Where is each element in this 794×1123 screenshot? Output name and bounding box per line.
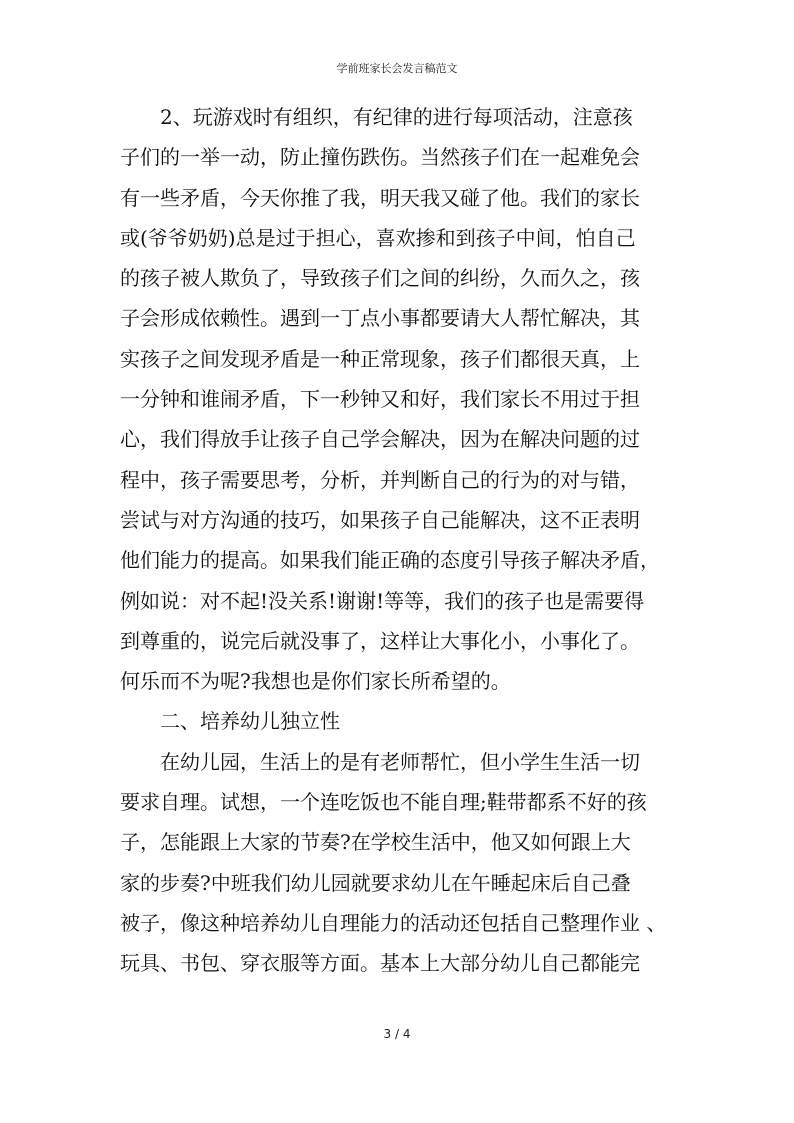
text-line: 或(爷爷奶奶)总是过于担心，喜欢掺和到孩子中间，怕自己 — [120, 225, 636, 250]
text-line: 程中，孩子需要思考，分析，并判断自己的行为的对与错， — [120, 467, 640, 492]
text-line: 子们的一举一动，防止撞伤跌伤。当然孩子们在一起难免会 — [120, 145, 640, 170]
text-line: 2、玩游戏时有组织，有纪律的进行每项活动，注意孩 — [160, 105, 633, 129]
page-number: 3 / 4 — [383, 1027, 411, 1041]
text-line: 家的步奏?中班我们幼儿园就要求幼儿在午睡起床后自己叠 — [120, 870, 631, 895]
text-line: 的孩子被人欺负了，导致孩子们之间的纠纷，久而久之，孩 — [120, 266, 640, 291]
page-header-title: 学前班家长会发言稿范文 — [336, 62, 458, 75]
section-heading: 二、培养幼儿独立性 — [160, 709, 340, 734]
text-line: 例如说：对不起!没关系!谢谢!等等，我们的孩子也是需要得 — [120, 588, 645, 613]
text-line: 子，怎能跟上大家的节奏?在学校生活中，他又如何跟上大 — [120, 830, 631, 855]
text-line: 一分钟和谁闹矛盾，下一秒钟又和好，我们家长不用过于担 — [120, 387, 640, 412]
text-line: 心，我们得放手让孩子自己学会解决，因为在解决问题的过 — [120, 427, 640, 452]
text-line: 何乐而不为呢?我想也是你们家长所希望的。 — [120, 669, 511, 694]
text-line: 被子，像这种培养幼儿自理能力的活动还包括自己整理作业 、 — [120, 910, 667, 935]
text-line: 尝试与对方沟通的技巧，如果孩子自己能解决，这不正表明 — [120, 507, 640, 532]
text-line: 子会形成依赖性。遇到一丁点小事都要请大人帮忙解决，其 — [120, 306, 640, 331]
text-line: 要求自理。试想，一个连吃饭也不能自理;鞋带都系不好的孩 — [120, 790, 647, 815]
text-line: 实孩子之间发现矛盾是一种正常现象，孩子们都很天真，上 — [120, 346, 640, 371]
text-line: 到尊重的，说完后就没事了，这样让大事化小，小事化了。 — [120, 628, 640, 653]
text-line: 他们能力的提高。如果我们能正确的态度引导孩子解决矛盾， — [120, 548, 660, 573]
text-line: 有一些矛盾，今天你推了我，明天我又碰了他。我们的家长 — [120, 185, 640, 210]
document-body — [120, 97, 680, 984]
text-line: 在幼儿园，生活上的是有老师帮忙，但小学生生活一切 — [160, 749, 640, 774]
text-line: 玩具、书包、穿衣服等方面。基本上大部分幼儿自己都能完 — [120, 951, 640, 976]
